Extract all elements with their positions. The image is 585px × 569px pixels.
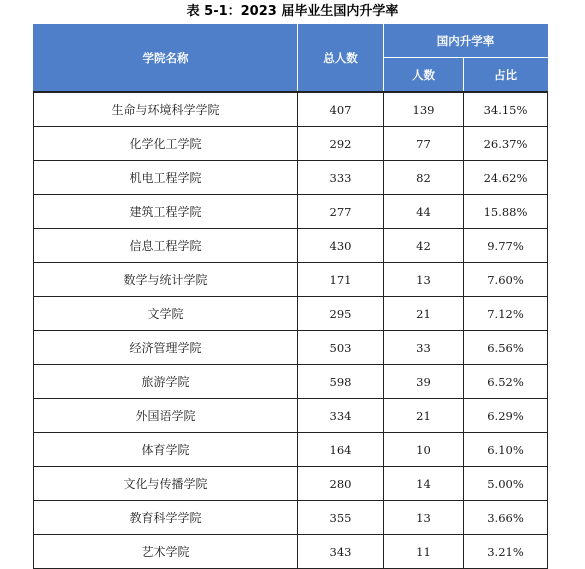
- cell-college: 教育科学学院: [34, 501, 298, 535]
- cell-total: 407: [298, 92, 384, 127]
- cell-count: 21: [384, 399, 464, 433]
- header-ratio: 占比: [464, 58, 548, 93]
- cell-college: 经济管理学院: [34, 331, 298, 365]
- cell-college: 建筑工程学院: [34, 195, 298, 229]
- cell-count: 82: [384, 161, 464, 195]
- cell-total: 355: [298, 501, 384, 535]
- cell-total: 333: [298, 161, 384, 195]
- cell-total: 292: [298, 127, 384, 161]
- table-row: [34, 535, 548, 569]
- cell-count: 33: [384, 331, 464, 365]
- cell-count: 11: [384, 535, 464, 569]
- cell-total: 343: [298, 535, 384, 569]
- table-body: [34, 92, 548, 569]
- cell-ratio: 3.21%: [464, 535, 548, 569]
- header-total: 总人数: [298, 25, 384, 93]
- header-domestic-rate-group: 国内升学率: [384, 25, 548, 58]
- cell-college: 外国语学院: [34, 399, 298, 433]
- cell-count: 10: [384, 433, 464, 467]
- table-row: [34, 501, 548, 535]
- cell-ratio: 24.62%: [464, 161, 548, 195]
- cell-count: 13: [384, 263, 464, 297]
- cell-count: 13: [384, 501, 464, 535]
- table-header: [34, 25, 548, 93]
- cell-ratio: 6.56%: [464, 331, 548, 365]
- table-caption: 表 5-1：2023 届毕业生国内升学率: [186, 4, 399, 19]
- cell-college: 信息工程学院: [34, 229, 298, 263]
- cell-total: 430: [298, 229, 384, 263]
- graduate-further-study-table: [33, 24, 548, 569]
- cell-college: 文化与传播学院: [34, 467, 298, 501]
- cell-count: 39: [384, 365, 464, 399]
- table-row: [34, 127, 548, 161]
- cell-count: 139: [384, 92, 464, 127]
- table-row: [34, 467, 548, 501]
- cell-count: 77: [384, 127, 464, 161]
- cell-college: 化学化工学院: [34, 127, 298, 161]
- cell-total: 334: [298, 399, 384, 433]
- table-row: [34, 297, 548, 331]
- table-row: [34, 399, 548, 433]
- table-row: [34, 195, 548, 229]
- cell-total: 280: [298, 467, 384, 501]
- cell-ratio: 6.52%: [464, 365, 548, 399]
- cell-count: 44: [384, 195, 464, 229]
- cell-total: 277: [298, 195, 384, 229]
- cell-ratio: 15.88%: [464, 195, 548, 229]
- cell-total: 295: [298, 297, 384, 331]
- cell-college: 数学与统计学院: [34, 263, 298, 297]
- cell-total: 598: [298, 365, 384, 399]
- cell-ratio: 6.29%: [464, 399, 548, 433]
- cell-ratio: 26.37%: [464, 127, 548, 161]
- cell-college: 文学院: [34, 297, 298, 331]
- cell-total: 164: [298, 433, 384, 467]
- cell-count: 42: [384, 229, 464, 263]
- cell-college: 生命与环境科学学院: [34, 92, 298, 127]
- cell-ratio: 3.66%: [464, 501, 548, 535]
- header-college: 学院名称: [34, 25, 298, 93]
- table-row: [34, 92, 548, 127]
- cell-college: 机电工程学院: [34, 161, 298, 195]
- cell-count: 21: [384, 297, 464, 331]
- table-row: [34, 263, 548, 297]
- cell-ratio: 9.77%: [464, 229, 548, 263]
- table-row: [34, 331, 548, 365]
- cell-ratio: 5.00%: [464, 467, 548, 501]
- cell-total: 503: [298, 331, 384, 365]
- table-row: [34, 229, 548, 263]
- cell-count: 14: [384, 467, 464, 501]
- table-row: [34, 433, 548, 467]
- cell-ratio: 34.15%: [464, 92, 548, 127]
- cell-total: 171: [298, 263, 384, 297]
- cell-ratio: 7.60%: [464, 263, 548, 297]
- cell-ratio: 7.12%: [464, 297, 548, 331]
- cell-ratio: 6.10%: [464, 433, 548, 467]
- cell-college: 旅游学院: [34, 365, 298, 399]
- cell-college: 体育学院: [34, 433, 298, 467]
- table-row: [34, 365, 548, 399]
- header-count: 人数: [384, 58, 464, 93]
- table-row: [34, 161, 548, 195]
- cell-college: 艺术学院: [34, 535, 298, 569]
